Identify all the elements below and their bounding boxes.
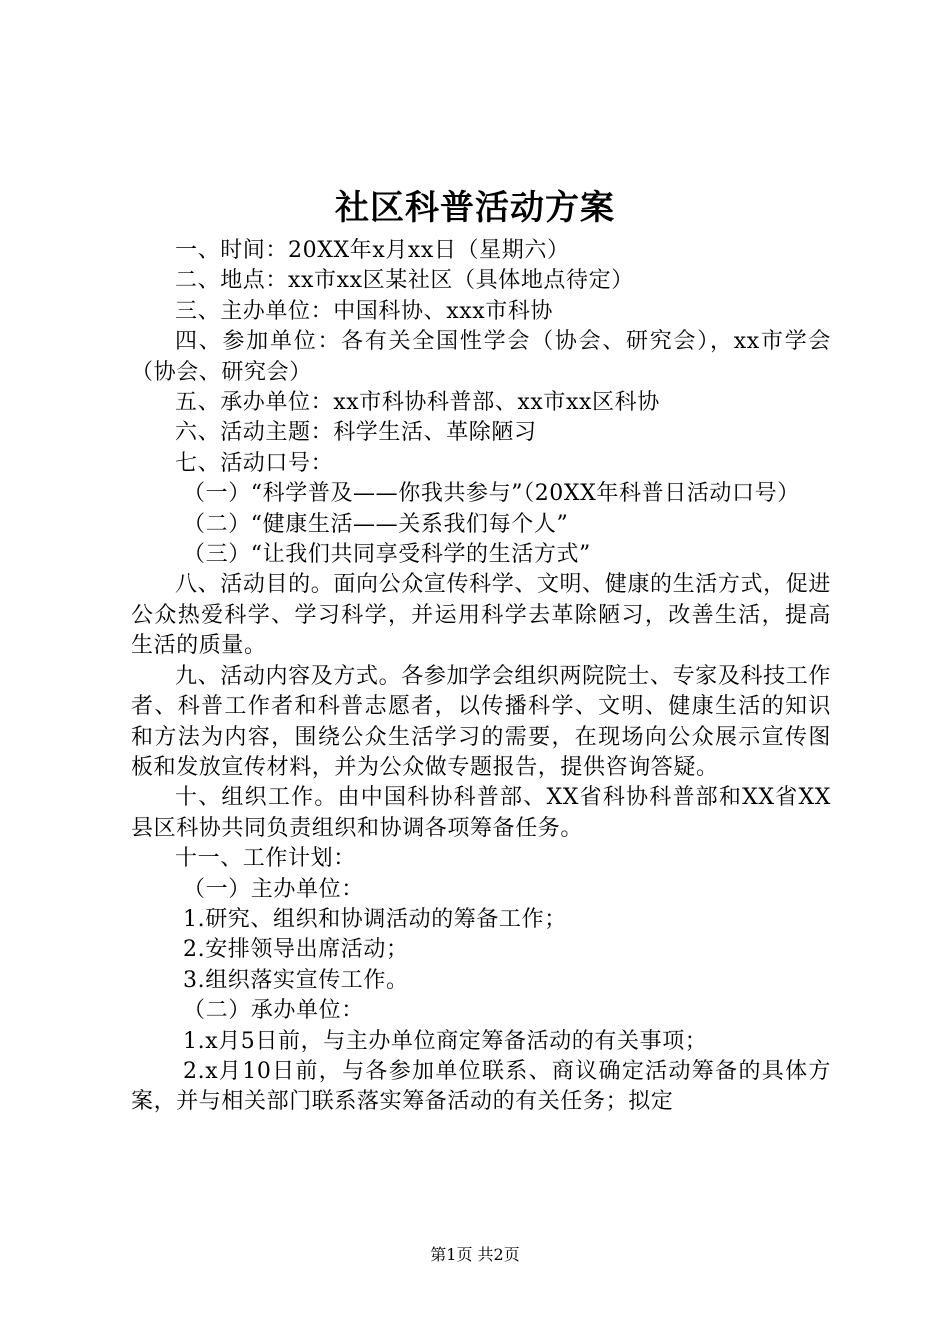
document-paragraph: 2.安排领导出席活动； [183,937,409,963]
document-paragraph: 1.x月5日前，与主办单位商定筹备活动的有关事项； [183,1028,708,1054]
document-paragraph: 八、活动目的。面向公众宣传科学、文明、健康的生活方式，促进公众热爱科学、学习科学，并运用科学去革除陋习，改善生活，提高生活的质量。 [131,572,831,659]
document-paragraph: 三、主办单位：中国科协、xxx市科协 [175,298,554,324]
document-title: 社区科普活动方案 [335,188,615,228]
page-footer: 第1页 共2页 [430,1245,520,1264]
document-paragraph: 四、参加单位：各有关全国性学会（协会、研究会），xx市学会（协会、研究会） [131,329,831,385]
document-body [131,236,831,1118]
document-paragraph: （二）承办单位： [183,998,364,1024]
document-paragraph: 五、承办单位：xx市科协科普部、xx市xx区科协 [175,390,660,416]
document-paragraph: 二、地点：xx市xx区某社区（具体地点待定） [175,268,634,294]
document-paragraph: 3.组织落实宣传工作。 [183,967,409,993]
document-paragraph: 九、活动内容及方式。各参加学会组织两院院士、专家及科技工作者、科普工作者和科普志愿者，以传播科学、文明、健康生活的知识和方法为内容，围绕公众生活学习的需要，在现场向公众展示宣传图板和发放宣传材料，并为公众做专题报告，提供咨询答疑。 [131,663,831,780]
document-paragraph: （二）“健康生活——关系我们每个人” [183,511,569,537]
document-paragraph: 十一、工作计划： [175,846,356,872]
document-paragraph: 1.研究、组织和协调活动的筹备工作； [183,906,567,932]
document-paragraph: 十、组织工作。由中国科协科普部、XX省科协科普部和XX省XX县区科协共同负责组织和协调各项筹备任务。 [131,785,831,841]
document-paragraph: 六、活动主题：科学生活、革除陋习 [175,420,537,446]
document-paragraph: （三）“让我们共同享受科学的生活方式” [183,542,591,568]
document-paragraph: 七、活动口号： [175,450,334,476]
document-paragraph: （一）主办单位： [183,876,364,902]
document-paragraph: 2.x月10日前，与各参加单位联系、商议确定活动筹备的具体方案，并与相关部门联系落实筹备活动的有关任务；拟定 [131,1058,831,1115]
document-paragraph: （一）“科学普及——你我共参与”（20XX年科普日活动口号） [183,481,800,507]
document-paragraph: 一、时间：20XX年x月xx日（星期六） [175,238,570,263]
